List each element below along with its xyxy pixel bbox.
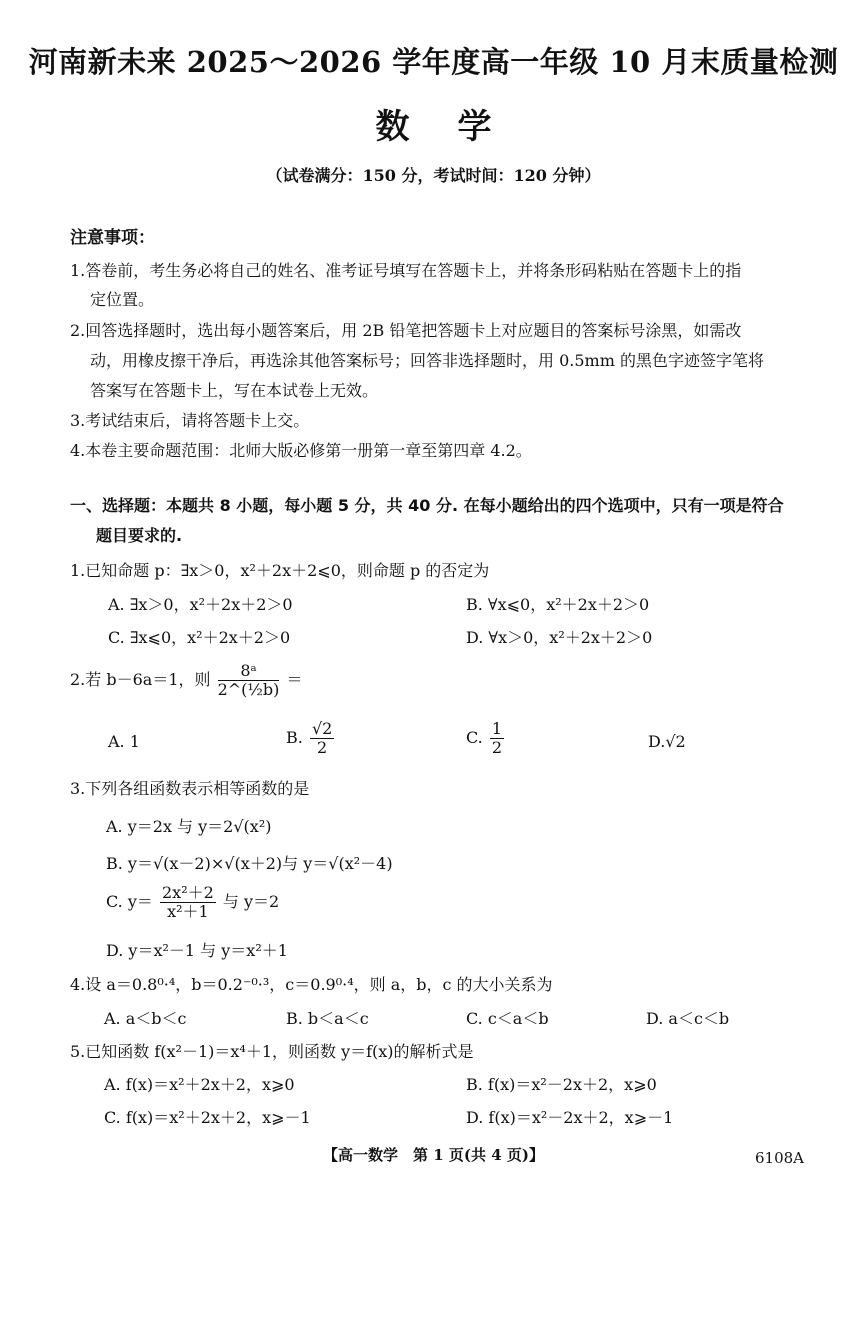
q2-option-b-num: √2 xyxy=(311,719,333,738)
q2-option-b-den: 2 xyxy=(317,738,328,757)
note-1-line-1: 1.答卷前，考生务必将自己的姓名、准考证号填写在答题卡上，并将条形码粘贴在答题卡上的指 xyxy=(70,261,742,280)
exam-code: 6108A xyxy=(755,1149,805,1167)
notes-heading: 注意事项： xyxy=(70,228,155,248)
q3-option-b: B. y＝√(x－2)×√(x＋2)与 y＝√(x²－4) xyxy=(106,854,393,873)
q1-option-d: D. ∀x＞0，x²＋2x＋2＞0 xyxy=(466,628,653,647)
q2-stem: 2.若 b－6a＝1，则 xyxy=(70,670,211,689)
q2-stem-wrap xyxy=(70,662,303,699)
page-footer: 【高一数学 第 1 页(共 4 页)】 xyxy=(323,1146,544,1164)
q2-option-c-label: C. xyxy=(466,728,483,747)
q3-option-c-num: 2x²＋2 xyxy=(161,883,214,902)
q2-frac-num: 8ᵃ xyxy=(218,662,280,681)
note-2-line-3: 答案写在答题卡上，写在本试卷上无效。 xyxy=(90,381,379,400)
q2-option-c-num: 1 xyxy=(491,719,503,738)
q3-option-c-post: 与 y＝2 xyxy=(222,892,280,911)
q5-stem: 5.已知函数 f(x²－1)＝x⁴＋1，则函数 y＝f(x)的解析式是 xyxy=(70,1042,474,1061)
q3-option-c-fraction xyxy=(160,884,216,921)
q2-option-d: D.√2 xyxy=(648,732,686,751)
q2-option-b-label: B. xyxy=(286,728,303,747)
q3-stem: 3.下列各组函数表示相等函数的是 xyxy=(70,779,310,798)
q1-option-b: B. ∀x⩽0，x²＋2x＋2＞0 xyxy=(466,595,650,614)
q3-option-c-den: x²＋1 xyxy=(167,902,209,921)
section-1-heading-cont: 题目要求的. xyxy=(96,526,183,545)
q2-option-c-fraction xyxy=(490,720,504,757)
subject-title: 数学 xyxy=(375,107,540,147)
q1-stem: 1.已知命题 p：∃x＞0，x²＋2x＋2⩽0，则命题 p 的否定为 xyxy=(70,561,490,580)
q5-option-b: B. f(x)＝x²－2x＋2，x⩾0 xyxy=(466,1075,657,1094)
q4-option-d: D. a＜c＜b xyxy=(646,1009,730,1028)
q2-option-c-den: 2 xyxy=(491,738,503,757)
q1-option-c: C. ∃x⩽0，x²＋2x＋2＞0 xyxy=(108,628,291,647)
q2-frac-den: 2^(½b) xyxy=(217,680,280,699)
q3-option-c xyxy=(106,884,279,921)
section-1-heading: 一、选择题：本题共 8 小题，每小题 5 分，共 40 分. 在每小题给出的四个选项中，只有一项是符合 xyxy=(70,496,784,515)
q2-fraction xyxy=(218,662,280,699)
q2-equals: ＝ xyxy=(286,670,303,689)
q3-option-c-pre: C. y＝ xyxy=(106,892,153,911)
q4-option-b: B. b＜a＜c xyxy=(286,1009,369,1028)
q5-option-a: A. f(x)＝x²＋2x＋2，x⩾0 xyxy=(104,1075,295,1094)
note-2-line-2: 动，用橡皮擦干净后，再选涂其他答案标号；回答非选择题时，用 0.5mm 的黑色字迹签字笔将 xyxy=(90,351,764,370)
note-1-line-2: 定位置。 xyxy=(90,290,155,309)
q5-option-d: D. f(x)＝x²－2x＋2，x⩾－1 xyxy=(466,1108,674,1127)
q3-option-a: A. y＝2x 与 y＝2√(x²) xyxy=(106,817,272,836)
q2-option-c xyxy=(466,720,506,757)
q4-option-c: C. c＜a＜b xyxy=(466,1009,549,1028)
q2-option-a: A. 1 xyxy=(108,732,140,751)
note-2-line-1: 2.回答选择题时，选出每小题答案后，用 2B 铅笔把答题卡上对应题目的答案标号涂黑，如需改 xyxy=(70,321,742,340)
exam-info: （试卷满分：150 分，考试时间：120 分钟） xyxy=(266,166,601,185)
q5-option-c: C. f(x)＝x²＋2x＋2，x⩾－1 xyxy=(104,1108,311,1127)
exam-title: 河南新未来 2025～2026 学年度高一年级 10 月末质量检测 xyxy=(28,45,839,79)
q3-option-d: D. y＝x²－1 与 y＝x²＋1 xyxy=(106,941,288,960)
q4-option-a: A. a＜b＜c xyxy=(104,1009,187,1028)
q2-option-b xyxy=(286,720,336,757)
note-4: 4.本卷主要命题范围：北师大版必修第一册第一章至第四章 4.2。 xyxy=(70,441,532,460)
note-3: 3.考试结束后，请将答题卡上交。 xyxy=(70,411,310,430)
q1-option-a: A. ∃x＞0，x²＋2x＋2＞0 xyxy=(108,595,293,614)
q2-option-b-fraction xyxy=(310,720,334,757)
q4-stem: 4.设 a＝0.8⁰·⁴，b＝0.2⁻⁰·³，c＝0.9⁰·⁴，则 a，b，c 的大小关系为 xyxy=(70,975,553,994)
